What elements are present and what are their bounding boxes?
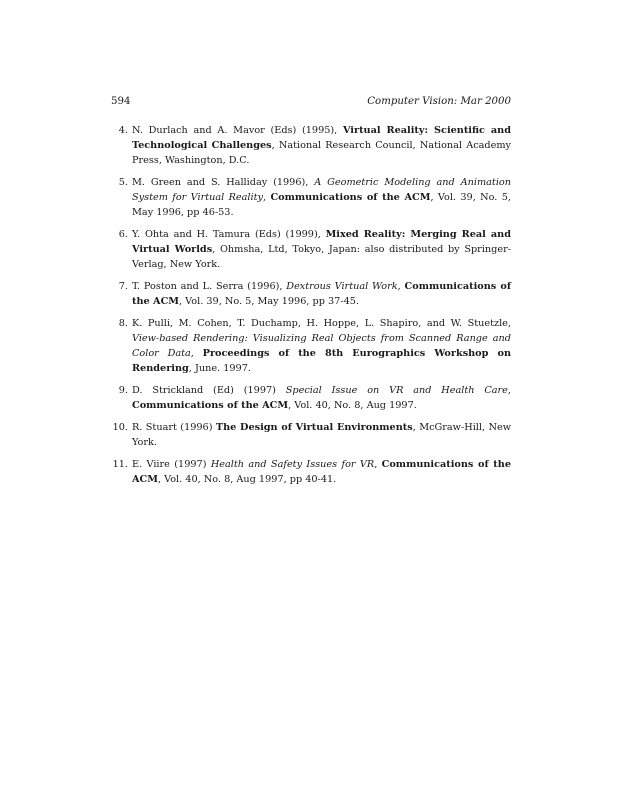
reference-segment: , [374, 459, 382, 470]
reference-segment: , Vol. 40, No. 8, Aug 1997. [288, 400, 417, 411]
reference-venue-or-title: Communications of the ACM [132, 400, 289, 411]
reference-item [111, 227, 511, 272]
reference-segment: , June. 1997. [188, 363, 251, 374]
reference-segment: E. Viire (1997) [132, 459, 211, 470]
reference-number: 4. [118, 125, 128, 136]
reference-venue-or-title: The Design of Virtual Environments [215, 422, 413, 433]
reference-segment: T. Poston and L. Serra (1996), [132, 281, 287, 292]
reference-text [132, 459, 511, 485]
reference-text [132, 318, 511, 374]
reference-text [132, 385, 511, 411]
reference-venue-or-title: Proceedings of the 8th Eurographics Workshop on Rendering [132, 348, 511, 374]
reference-item [111, 457, 511, 487]
reference-number: 11. [112, 459, 128, 470]
reference-segment: , Vol. 39, No. 5, May 1996, pp 37-45. [179, 296, 360, 307]
reference-segment: , National Research Council, National Academy Press, Washington, D.C. [132, 140, 511, 166]
reference-item [111, 175, 511, 220]
reference-article-title: A Geometric Modeling and Animation System for Virtual Reality [132, 177, 511, 203]
reference-segment: Y. Ohta and H. Tamura (Eds) (1999), [132, 229, 326, 240]
reference-segment: , [262, 192, 271, 203]
reference-article-title: Dextrous Virtual Work [286, 281, 398, 292]
reference-article-title: Special Issue on VR and Health Care [285, 385, 508, 396]
reference-number: 6. [118, 229, 128, 240]
reference-segment: K. Pulli, M. Cohen, T. Duchamp, H. Hoppe, L. Shapiro, and W. Stuetzle, [132, 318, 511, 329]
reference-segment: , [190, 348, 203, 359]
reference-text [132, 281, 511, 307]
reference-item [111, 420, 511, 450]
reference-text [132, 229, 511, 270]
reference-number: 7. [118, 281, 128, 292]
reference-segment: , Vol. 39, No. 5, May 1996, pp 46-53. [132, 192, 511, 218]
reference-text [132, 422, 511, 448]
reference-segment: , McGraw-Hill, New York. [132, 422, 511, 448]
running-header [111, 96, 511, 110]
reference-item [111, 383, 511, 413]
reference-number: 9. [118, 385, 128, 396]
reference-text [132, 177, 511, 218]
reference-segment: R. Stuart (1996) [132, 422, 216, 433]
reference-venue-or-title: Communications of the ACM [132, 459, 511, 485]
reference-segment: D. Strickland (Ed) (1997) [132, 385, 286, 396]
reference-venue-or-title: Communications of the ACM [132, 281, 511, 307]
reference-number: 8. [118, 318, 128, 329]
reference-number: 5. [118, 177, 128, 188]
reference-item [111, 279, 511, 309]
reference-list [111, 123, 511, 494]
page-number: 594 [111, 96, 131, 107]
reference-segment: N. Durlach and A. Mavor (Eds) (1995), [132, 125, 343, 136]
running-title: Computer Vision: Mar 2000 [367, 96, 511, 107]
reference-number: 10. [112, 422, 128, 433]
reference-venue-or-title: Virtual Reality: Scientific and Technological Challenges [132, 125, 512, 151]
reference-article-title: View-based Rendering: Visualizing Real Objects from Scanned Range and Color Data [132, 333, 511, 359]
reference-segment: , [507, 385, 511, 396]
reference-segment: M. Green and S. Halliday (1996), [132, 177, 315, 188]
reference-text [132, 125, 511, 166]
reference-article-title: Health and Safety Issues for VR [210, 459, 375, 470]
reference-item [111, 316, 511, 376]
reference-venue-or-title: Communications of the ACM [270, 192, 431, 203]
reference-item [111, 123, 511, 168]
reference-segment: , Ohmsha, Ltd, Tokyo, Japan: also distributed by Springer-Verlag, New York. [132, 244, 511, 270]
reference-segment: , [397, 281, 405, 292]
reference-segment: , Vol. 40, No. 8, Aug 1997, pp 40-41. [157, 474, 337, 485]
reference-venue-or-title: Mixed Reality: Merging Real and Virtual Worlds [132, 229, 511, 255]
